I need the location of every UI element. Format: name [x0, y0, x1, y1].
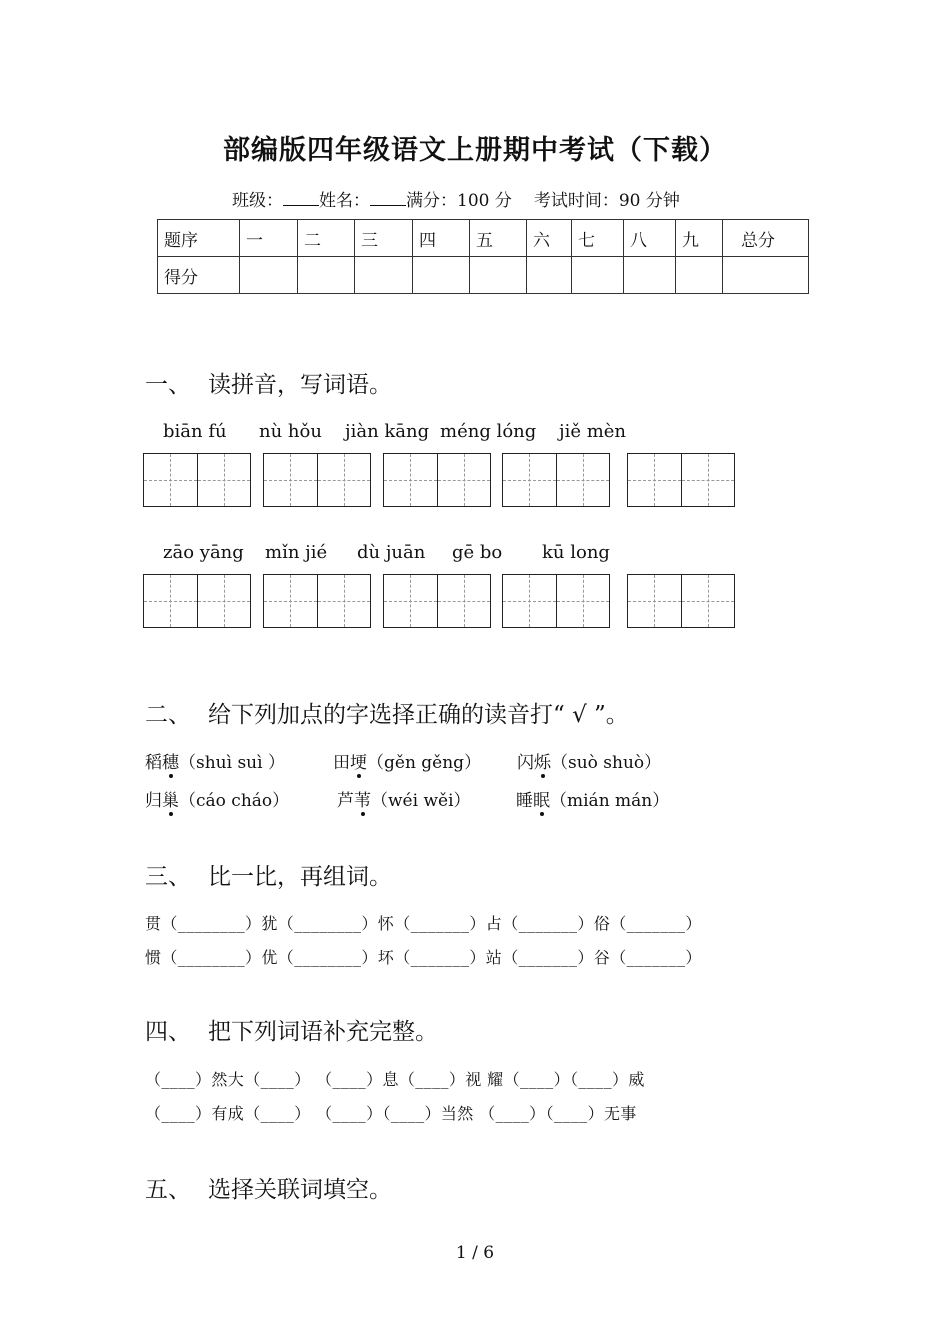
header-cell: 一 [240, 220, 298, 257]
score-cell[interactable] [624, 257, 676, 294]
page-number: 1 / 6 [455, 1243, 495, 1263]
score-cell[interactable] [470, 257, 527, 294]
header-cell: 八 [624, 220, 676, 257]
score-table-header-row [158, 220, 809, 257]
pronunciation-item: 闪烁（suò shuò） [517, 748, 661, 773]
pronunciation-row-2 [0, 786, 950, 810]
idiom-line-1: （____）然大（____） （____）息（____）视 耀（____）（____）威 [145, 1070, 645, 1089]
section5-heading [145, 1171, 392, 1204]
word-compare-line-1: 贯（________）犹（________）怀（_______）占（_______）俗（_______） [145, 914, 702, 933]
exam-info [232, 186, 680, 211]
section1-heading [145, 366, 392, 399]
class-blank [283, 190, 319, 206]
section-number: 二、 [145, 702, 191, 728]
pronunciation-item: 睡眠（mián mán） [516, 786, 669, 811]
score-cell[interactable] [572, 257, 624, 294]
section3-heading [145, 858, 392, 891]
score-cell[interactable] [355, 257, 413, 294]
pinyin: dù juān [357, 542, 426, 563]
pinyin: biān fú [163, 421, 227, 442]
section-number: 四、 [145, 1019, 191, 1045]
pinyin: kū long [542, 542, 610, 563]
word-compare-line-2: 惯（________）优（________）坏（_______）站（_______）谷（_______） [145, 948, 702, 967]
pinyin: nù hǒu [259, 421, 322, 442]
writing-grid[interactable] [502, 574, 610, 628]
full-score: 满分：100 分 [406, 191, 512, 211]
section-number: 一、 [145, 372, 191, 398]
score-cell[interactable] [676, 257, 723, 294]
score-cell[interactable] [527, 257, 572, 294]
section2-heading [145, 696, 629, 729]
score-table [157, 219, 809, 294]
header-cell: 二 [298, 220, 355, 257]
score-cell[interactable] [298, 257, 355, 294]
header-cell: 七 [572, 220, 624, 257]
writing-grid[interactable] [143, 453, 251, 507]
writing-grid[interactable] [263, 453, 371, 507]
section-title: 读拼音，写词语。 [208, 372, 392, 398]
pinyin: gē bo [452, 542, 503, 563]
writing-grid[interactable] [502, 453, 610, 507]
pronunciation-item: 稻穗（shuì suì ） [145, 748, 285, 773]
pinyin: méng lóng [440, 421, 537, 442]
section-title: 给下列加点的字选择正确的读音打“ √ ”。 [208, 702, 629, 728]
score-cell[interactable] [240, 257, 298, 294]
writing-grid[interactable] [143, 574, 251, 628]
pronunciation-item: 芦苇（wéi wěi） [337, 786, 471, 811]
pinyin: zāo yāng [163, 542, 244, 563]
score-table-score-row [158, 257, 809, 294]
score-cell[interactable] [413, 257, 470, 294]
writing-grid[interactable] [627, 453, 735, 507]
pinyin: jiàn kāng [345, 421, 430, 442]
writing-grid[interactable] [383, 574, 491, 628]
writing-grid[interactable] [627, 574, 735, 628]
section-title: 选择关联词填空。 [208, 1177, 392, 1203]
name-blank [370, 190, 406, 206]
writing-grid[interactable] [383, 453, 491, 507]
name-label: 姓名： [319, 191, 370, 211]
section4-heading [145, 1013, 438, 1046]
header-cell: 六 [527, 220, 572, 257]
score-cell[interactable] [723, 257, 809, 294]
header-cell: 四 [413, 220, 470, 257]
exam-time: 考试时间：90 分钟 [533, 191, 680, 211]
section-number: 五、 [145, 1177, 191, 1203]
pronunciation-item: 田埂（gěn gěng） [333, 748, 481, 773]
header-cell: 五 [470, 220, 527, 257]
pinyin: jiě mèn [559, 421, 627, 442]
writing-grid[interactable] [263, 574, 371, 628]
pronunciation-item: 归巢（cáo cháo） [145, 786, 289, 811]
idiom-line-2: （____）有成（____） （____）（____）当然 （____）（____）无事 [145, 1104, 637, 1123]
header-cell: 九 [676, 220, 723, 257]
row-label: 得分 [158, 257, 240, 294]
header-cell: 总分 [723, 220, 809, 257]
section-title: 把下列词语补充完整。 [208, 1019, 438, 1045]
header-cell: 三 [355, 220, 413, 257]
header-cell: 题序 [158, 220, 240, 257]
section-title: 比一比，再组词。 [208, 864, 392, 890]
page-title: 部编版四年级语文上册期中考试（下载） [223, 135, 727, 166]
class-label: 班级： [232, 191, 283, 211]
pronunciation-row-1 [0, 748, 950, 772]
pinyin: mǐn jié [265, 542, 328, 563]
section-number: 三、 [145, 864, 191, 890]
